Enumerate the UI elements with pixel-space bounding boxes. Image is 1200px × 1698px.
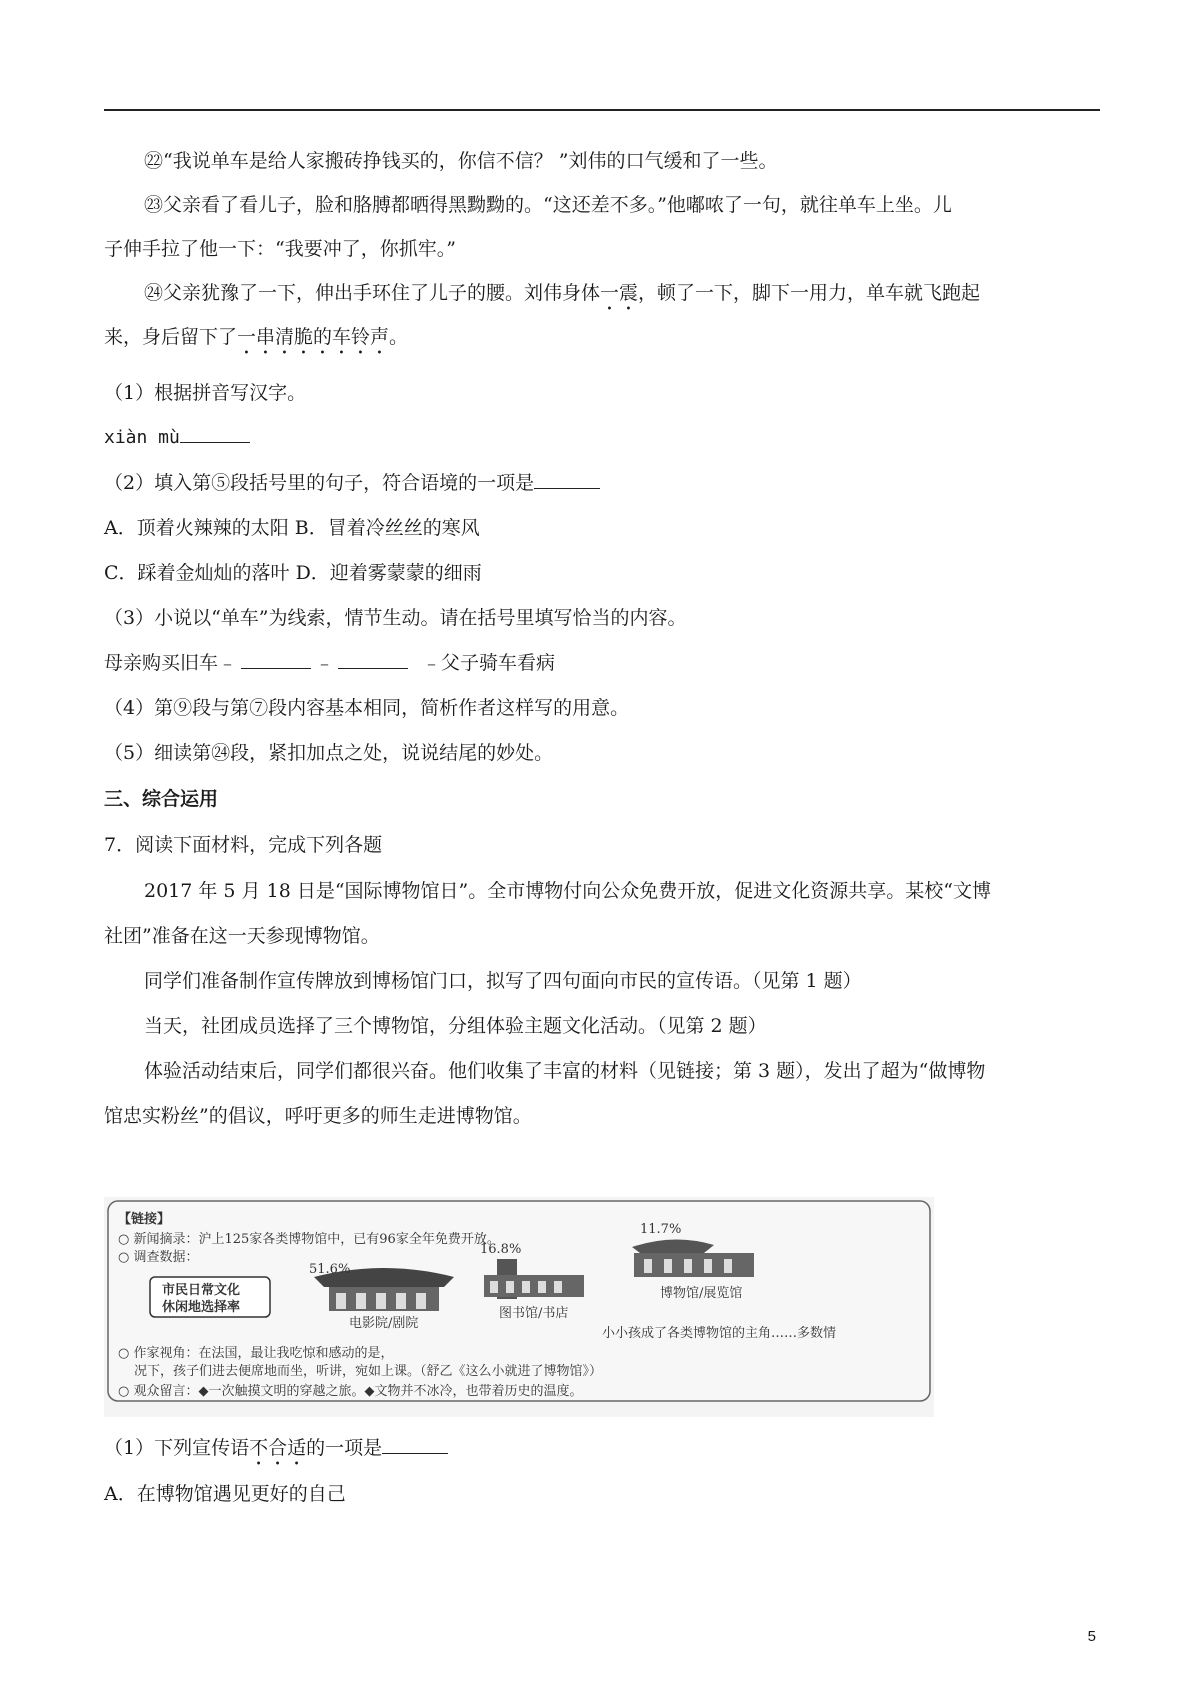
question-2-options-cd: C．踩着金灿灿的落叶 D．迎着雾蒙蒙的细雨 bbox=[104, 562, 482, 584]
paragraph-22: ㉒“我说单车是给人家搬砖挣钱买的，你信不信？ ”刘伟的口气缓和了一些。 bbox=[144, 150, 778, 172]
material-1-line1: 2017 年 5 月 18 日是“国际博物馆日”。全市博物付向公众免费开放，促进文化资源共享。某校“文博 bbox=[144, 880, 991, 902]
figure-author-line2: 况下，孩子们进去便席地而坐，听讲，宛如上课。（舒乙《这么小就进了博物馆》） bbox=[134, 1364, 603, 1379]
material-1-line2: 社团”准备在这一天参现博物馆。 bbox=[104, 925, 380, 947]
question-7: 7．阅读下面材料，完成下列各题 bbox=[104, 834, 383, 856]
emphasis-dotted-text: 不合适 bbox=[249, 1437, 307, 1459]
cinema-percent: 51.6% bbox=[309, 1262, 351, 1277]
section-heading: 三、综合运用 bbox=[104, 788, 219, 810]
material-4-line2: 馆忠实粉丝”的倡议，呼吁更多的师生走进博物馆。 bbox=[104, 1105, 532, 1127]
emphasis-dotted-text: 一串清脆的车铃声 bbox=[237, 326, 390, 348]
sub-question-1: （1）下列宣传语不合适的一项是 bbox=[104, 1435, 448, 1470]
library-percent: 16.8% bbox=[480, 1242, 522, 1257]
paragraph-23-line1: ㉓父亲看了看儿子，脸和胳膊都晒得黑黝黝的。“这还差不多。”他嘟哝了一句，就往单车上坐。儿 bbox=[144, 194, 952, 216]
library-label: 图书馆/书店 bbox=[499, 1306, 569, 1321]
figure-box-line1: 市民日常文化 bbox=[162, 1283, 241, 1298]
answer-blank[interactable] bbox=[180, 424, 250, 443]
answer-blank[interactable] bbox=[382, 1435, 448, 1454]
figure-survey: ○ 调查数据： bbox=[118, 1250, 199, 1265]
question-3: （3）小说以“单车”为线索，情节生动。请在括号里填写恰当的内容。 bbox=[104, 607, 687, 629]
page-number: 5 bbox=[1087, 1628, 1096, 1645]
question-3-sequence: 母亲购买旧车﹣ ﹣ ﹣父子骑车看病 bbox=[104, 652, 556, 674]
question-1: （1）根据拼音写汉字。 bbox=[104, 382, 307, 404]
question-1-pinyin: xiàn mù bbox=[104, 424, 250, 451]
sub-question-1-option-a: A．在博物馆遇见更好的自己 bbox=[104, 1483, 346, 1505]
question-2: （2）填入第⑤段括号里的句子，符合语境的一项是 bbox=[104, 470, 600, 496]
question-2-options-ab: A．顶着火辣辣的太阳 B．冒着冷丝丝的寒风 bbox=[104, 517, 480, 539]
figure-author-line1: ○ 作家视角：在法国，最让我吃惊和感动的是， bbox=[118, 1346, 394, 1361]
museum-percent: 11.7% bbox=[640, 1222, 682, 1237]
header-rule bbox=[104, 109, 1100, 111]
paragraph-23-line2: 子伸手拉了他一下：“我要冲了，你抓牢。” bbox=[104, 238, 456, 260]
paragraph-24-line1: ㉔父亲犹豫了一下，伸出手环住了儿子的腰。刘伟身体一震，顿了一下，脚下一用力，单车就飞跑起 bbox=[144, 282, 981, 304]
paragraph-24-line2: 来，身后留下了一串清脆的车铃声。 bbox=[104, 326, 409, 348]
answer-blank[interactable] bbox=[338, 650, 408, 669]
material-3: 当天，社团成员选择了三个博物馆，分组体验主题文化活动。（见第 2 题） bbox=[144, 1015, 767, 1037]
answer-blank[interactable] bbox=[534, 470, 600, 489]
figure-news: ○ 新闻摘录：沪上125家各类博物馆中，已有96家全年免费开放。 bbox=[118, 1232, 500, 1247]
cinema-label: 电影院/剧院 bbox=[349, 1316, 419, 1331]
figure-visitors: ○ 观众留言：◆一次触摸文明的穿越之旅。◆文物并不冰冷，也带着历史的温度。 bbox=[118, 1384, 583, 1399]
question-4: （4）第⑨段与第⑦段内容基本相同，简析作者这样写的用意。 bbox=[104, 697, 630, 719]
figure-tail: 小小孩成了各类博物馆的主角……多数情 bbox=[602, 1326, 837, 1341]
figure-box-line2: 休闲地选择率 bbox=[162, 1300, 241, 1315]
material-2: 同学们准备制作宣传牌放到博杨馆门口，拟写了四句面向市民的宣传语。（见第 1 题） bbox=[144, 970, 862, 992]
material-4-line1: 体验活动结束后，同学们都很兴奋。他们收集了丰富的材料（见链接；第 3 题），发出了超为“做博物 bbox=[144, 1060, 986, 1082]
link-figure bbox=[104, 1197, 934, 1417]
question-5: （5）细读第㉔段，紧扣加点之处，说说结尾的妙处。 bbox=[104, 742, 554, 764]
emphasis-dotted-text: 一震 bbox=[600, 282, 639, 304]
figure-title: 【链接】 bbox=[118, 1212, 171, 1227]
museum-label: 博物馆/展览馆 bbox=[660, 1286, 743, 1301]
answer-blank[interactable] bbox=[241, 650, 311, 669]
